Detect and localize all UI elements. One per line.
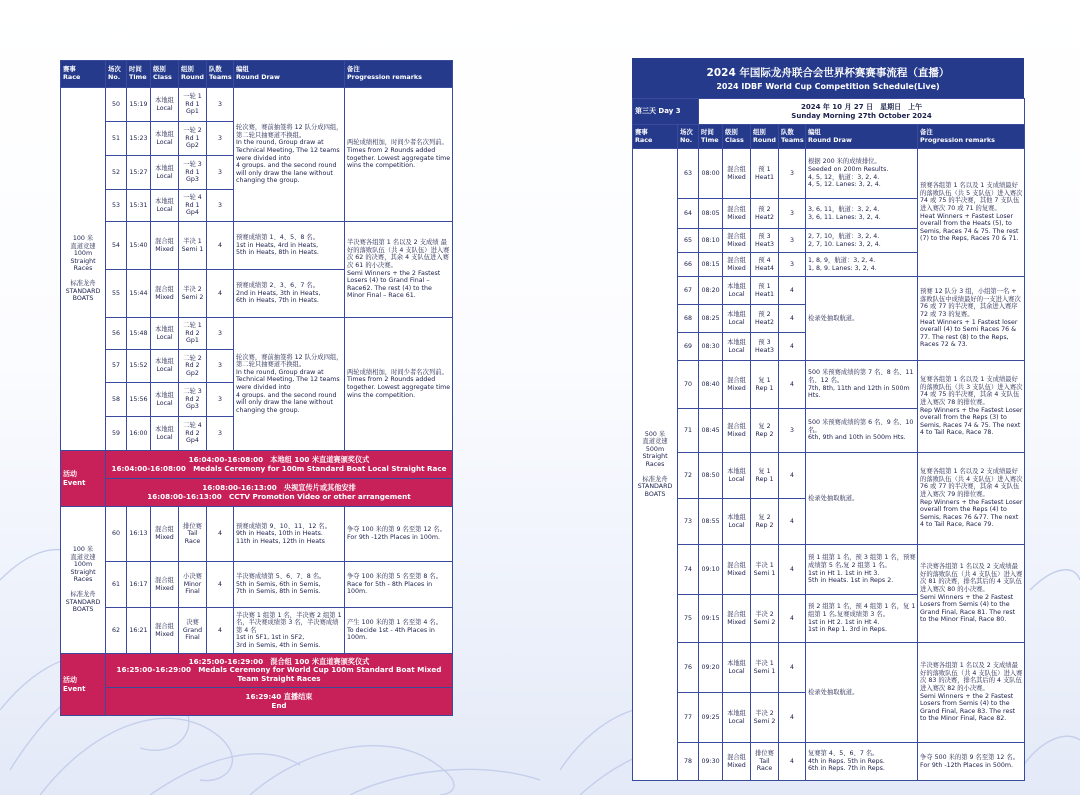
progression-remark: 两轮成绩相加，时间少者名次列前。 Times from 2 Rounds added together. Lowest aggregate time wins the competition. xyxy=(345,318,453,451)
round-draw: 预 2 组第 1 名，预 4 组第 1 名，复 1 组第 1 名,复赛成绩第 3 名。 1st in Ht 2. 1st in Ht 4. 1st in Rep 1. 3rd in Reps. xyxy=(806,595,918,643)
race-no: 54 xyxy=(106,222,127,270)
progression-remark: 复赛各组第 1 名以及 1 支成绩最好的落败队伍（共 3 支队伍）进入赛次 74 或 75 的半决赛，其余 4 支队伍进入赛次 78 的排位赛。 Rep Winners + the Fastest Loser overall from the Reps (3) to Semis, Races 74 & 75. The next 4 to Tail Race, Race 78. xyxy=(918,361,1025,453)
race-no: 62 xyxy=(106,608,127,654)
table-row xyxy=(61,562,453,608)
event-ceremony-local: 16:04:00-16:08:00 本地组 100 米直道赛颁奖仪式 16:04:00-16:08:00 Medals Ceremony for 100m Standard Boat Local Straight Race xyxy=(106,451,453,479)
race-round: 一轮 2 Rd 1 Gp2 xyxy=(179,122,207,156)
progression-remark: 两轮成绩相加，时间少者名次列前。 Times from 2 Rounds added together. Lowest aggregate time wins the competition. xyxy=(345,88,453,222)
race-class: 混合组 Mixed xyxy=(723,229,751,253)
race-class: 本地组 Local xyxy=(723,693,751,743)
race-round: 预 3 Heat3 xyxy=(751,333,779,361)
race-teams: 4 xyxy=(779,743,806,781)
progression-remark: 预赛各组第 1 名以及 1 支成绩最好的落败队伍（共 5 支队伍）进入赛次 74 或 75 的半决赛，其他 7 支队伍进入赛次 70 或 71 的复赛。 Heat Winners + Fastest Loser overall from the Heats (5), to Semis, Races 74 & 75. The rest (7) to the Reps, Races 70 & 71. xyxy=(918,149,1025,277)
race-class: 本地组 Local xyxy=(723,499,751,545)
header-class: 级别 Class xyxy=(723,125,751,149)
race-teams: 3 xyxy=(779,253,806,277)
race-time: 16:00 xyxy=(127,417,151,451)
race-class: 本地组 Local xyxy=(151,190,179,222)
round-draw: 500 米预赛成绩的第 7 名、8 名、11 名、12 名。 7th, 8th, 11th and 12th in 500m Hts. xyxy=(806,361,918,409)
race-no: 57 xyxy=(106,350,127,383)
race-no: 73 xyxy=(678,499,699,545)
table-row xyxy=(61,507,453,562)
header-remarks: 备注 Progression remarks xyxy=(918,125,1025,149)
race-time: 08:50 xyxy=(699,453,723,499)
round-draw: 复赛第 4、5、6、7 名。 4th in Reps. 5th in Reps. 6th in Reps. 7th in Reps. xyxy=(806,743,918,781)
race-round: 半决 2 Semi 2 xyxy=(751,693,779,743)
round-draw: 半决赛成绩第 5、6、7、8 名。 5th in Semis, 6th in Semis, 7th in Semis, 8th in Semis. xyxy=(234,562,345,608)
event-row xyxy=(61,688,453,716)
race-class: 混合组 Mixed xyxy=(151,562,179,608)
round-draw: 检录处抽取航道。 xyxy=(806,643,918,743)
race-class: 混合组 Mixed xyxy=(723,545,751,595)
race-round: 半决 1 Semi 1 xyxy=(751,643,779,693)
race-no: 74 xyxy=(678,545,699,595)
race-teams: 4 xyxy=(779,499,806,545)
table-header xyxy=(633,125,1025,149)
race-round: 半决 2 Semi 2 xyxy=(179,270,207,318)
header-draw: 编组 Round Draw xyxy=(234,61,345,88)
schedule-title xyxy=(632,58,1024,98)
race-no: 56 xyxy=(106,318,127,350)
round-draw: 预赛成绩第 9、10、11、12 名。 9th in Heats, 10th in Heats. 11th in Heats, 12th in Heats xyxy=(234,507,345,562)
race-teams: 3 xyxy=(207,350,234,383)
race-round: 二轮 4 Rd 2 Gp4 xyxy=(179,417,207,451)
race-class: 混合组 Mixed xyxy=(723,253,751,277)
header-round: 组别 Round xyxy=(751,125,779,149)
race-no: 60 xyxy=(106,507,127,562)
round-draw: 检录处抽取航道。 xyxy=(806,453,918,545)
race-label: 100 米 直道竞速 100m Straight Races 标准龙舟 STANDARD BOATS xyxy=(61,507,106,654)
race-teams: 4 xyxy=(207,608,234,654)
table-header xyxy=(61,61,453,88)
round-draw: 预赛成绩第 2、3、6、7 名。 2nd in Heats, 3th in Heats, 6th in Heats, 7th in Heats. xyxy=(234,270,345,318)
race-time: 15:23 xyxy=(127,122,151,156)
race-class: 本地组 Local xyxy=(151,156,179,190)
round-draw: 预 1 组第 1 名，预 3 组第 1 名，预赛成绩第 5 名,复 2 组第 1 名。 1st in Ht 1. 1st in Ht 3. 5th in Heats. 1st in Reps 2. xyxy=(806,545,918,595)
round-draw: 500 米预赛成绩的第 6 名、9 名、10 名。 6th, 9th and 10th in 500m Hts. xyxy=(806,409,918,453)
header-teams: 队数 Teams xyxy=(779,125,806,149)
race-round: 复 2 Rep 2 xyxy=(751,409,779,453)
table-row xyxy=(61,608,453,654)
race-round: 复 2 Rep 2 xyxy=(751,499,779,545)
title-en: 2024 IDBF World Cup Competition Schedule(Live) xyxy=(716,82,940,91)
race-time: 08:40 xyxy=(699,361,723,409)
race-class: 本地组 Local xyxy=(723,453,751,499)
race-teams: 3 xyxy=(779,149,806,199)
race-time: 08:55 xyxy=(699,499,723,545)
race-round: 半决 1 Semi 1 xyxy=(179,222,207,270)
race-class: 混合组 Mixed xyxy=(723,199,751,229)
race-teams: 4 xyxy=(207,222,234,270)
race-class: 混合组 Mixed xyxy=(151,222,179,270)
race-round: 预 1 Heat1 xyxy=(751,277,779,305)
race-round: 一轮 3 Rd 1 Gp3 xyxy=(179,156,207,190)
race-no: 55 xyxy=(106,270,127,318)
race-class: 混合组 Mixed xyxy=(151,270,179,318)
header-race: 赛事 Race xyxy=(633,125,678,149)
race-time: 08:10 xyxy=(699,229,723,253)
round-draw: 1, 8, 9，航道：3, 2, 4. 1, 8, 9. Lanes: 3, 2, 4. xyxy=(806,253,918,277)
race-no: 67 xyxy=(678,277,699,305)
race-class: 本地组 Local xyxy=(723,277,751,305)
table-row xyxy=(61,222,453,270)
round-draw: 2, 7, 10，航道：3, 2, 4. 2, 7, 10. Lanes: 3, 2, 4. xyxy=(806,229,918,253)
header-no: 场次 No. xyxy=(678,125,699,149)
progression-remark: 产生 100 米的第 1 名至第 4 名。 To decide 1st - 4th Places in 100m. xyxy=(345,608,453,654)
race-round: 小决赛 Minor Final xyxy=(179,562,207,608)
table-row xyxy=(633,643,1025,693)
race-no: 78 xyxy=(678,743,699,781)
race-label: 500 米 直道竞速 500m Straight Races 标准龙舟 STANDARD BOATS xyxy=(633,149,678,781)
race-teams: 4 xyxy=(779,453,806,499)
race-no: 77 xyxy=(678,693,699,743)
event-row xyxy=(61,479,453,507)
race-teams: 4 xyxy=(779,277,806,305)
table-row xyxy=(633,277,1025,305)
race-round: 预 1 Heat1 xyxy=(751,149,779,199)
table-row xyxy=(633,453,1025,499)
race-round: 二轮 2 Rd 2 Gp2 xyxy=(179,350,207,383)
event-row xyxy=(61,654,453,688)
header-class: 级别 Class xyxy=(151,61,179,88)
race-teams: 3 xyxy=(207,156,234,190)
event-ceremony-mixed: 16:25:00-16:29:00 混合组 100 米直道赛颁奖仪式 16:25:00-16:29:00 Medals Ceremony for World Cup 100m Standard Boat Mixed Team Straight Races xyxy=(106,654,453,688)
table-row xyxy=(61,88,453,122)
race-time: 15:31 xyxy=(127,190,151,222)
table-row xyxy=(633,361,1025,409)
race-round: 半决 1 Semi 1 xyxy=(751,545,779,595)
race-teams: 3 xyxy=(207,122,234,156)
race-no: 68 xyxy=(678,305,699,333)
race-round: 决赛 Grand Final xyxy=(179,608,207,654)
progression-remark: 争夺 100 米的第 5 名至第 8 名。 Race for 5th - 8th Places in 100m. xyxy=(345,562,453,608)
race-no: 69 xyxy=(678,333,699,361)
progression-remark: 半决赛各组第 1 名以及 2 支成绩最好的落败队伍（共 4 支队伍）进入赛次 83 的决赛，排名其后的 4 支队伍进入赛次 82 的小决赛。 Semi Winners + the 2 Fastest Losers from Semis (4) to the Grand Final, Race 83. The rest to the Minor Final, Race 82. xyxy=(918,643,1025,743)
header-no: 场次 No. xyxy=(106,61,127,88)
race-time: 16:17 xyxy=(127,562,151,608)
race-class: 本地组 Local xyxy=(151,318,179,350)
round-draw: 检录处抽取航道。 xyxy=(806,277,918,361)
race-teams: 3 xyxy=(207,417,234,451)
left-schedule-table xyxy=(60,60,453,716)
progression-remark: 半决赛各组第 1 名以及 2 支成绩最好的落败队伍（共 4 支队伍）进入赛次 81 的决赛，排名其后的 4 支队伍进入赛次 80 的小决赛。 Semi Winners + the 2 Fastest Losers from Semis (4) to the Grand Final, Race 81. The rest to the Minor Final, Race 80. xyxy=(918,545,1025,643)
race-teams: 4 xyxy=(779,595,806,643)
header-time: 时间 Time xyxy=(127,61,151,88)
race-time: 15:27 xyxy=(127,156,151,190)
race-no: 64 xyxy=(678,199,699,229)
event-cctv: 16:08:00-16:13:00 央视宣传片或其他安排 16:08:00-16:13:00 CCTV Promotion Video or other arrangement xyxy=(106,479,453,507)
date-label: 2024 年 10 月 27 日 星期日 上午 Sunday Morning 27th October 2024 xyxy=(699,99,1025,125)
race-teams: 3 xyxy=(207,88,234,122)
race-round: 排位赛 Tail Race xyxy=(751,743,779,781)
race-no: 59 xyxy=(106,417,127,451)
title-zh: 2024 年国际龙舟联合会世界杯赛赛事流程（直播） xyxy=(706,67,950,79)
race-round: 二轮 3 Rd 2 Gp3 xyxy=(179,383,207,417)
race-teams: 3 xyxy=(779,229,806,253)
day-row xyxy=(633,99,1025,125)
race-class: 混合组 Mixed xyxy=(151,507,179,562)
header-teams: 队数 Teams xyxy=(207,61,234,88)
race-class: 本地组 Local xyxy=(723,333,751,361)
race-teams: 3 xyxy=(207,318,234,350)
race-no: 75 xyxy=(678,595,699,643)
round-draw: 半决赛 1 组第 1 名，半决赛 2 组第 1 名，半决赛成绩第 3 名，半决赛成绩第 4 名 1st in SF1, 1st in SF2, 3rd in Semis, 4th in Semis. xyxy=(234,608,345,654)
race-no: 50 xyxy=(106,88,127,122)
header-time: 时间 Time xyxy=(699,125,723,149)
race-teams: 4 xyxy=(779,693,806,743)
race-class: 本地组 Local xyxy=(151,350,179,383)
race-time: 08:20 xyxy=(699,277,723,305)
race-round: 预 2 Heat2 xyxy=(751,305,779,333)
race-teams: 3 xyxy=(207,190,234,222)
progression-remark: 争夺 500 米的第 9 名至第 12 名。 For 9th -12th Places in 500m. xyxy=(918,743,1025,781)
race-round: 复 1 Rep 1 xyxy=(751,453,779,499)
race-time: 15:40 xyxy=(127,222,151,270)
race-time: 15:48 xyxy=(127,318,151,350)
race-round: 一轮 4 Rd 1 Gp4 xyxy=(179,190,207,222)
event-row xyxy=(61,451,453,479)
race-class: 混合组 Mixed xyxy=(723,361,751,409)
race-time: 08:05 xyxy=(699,199,723,229)
header-round: 组别 Round xyxy=(179,61,207,88)
race-teams: 4 xyxy=(779,643,806,693)
race-round: 半决 2 Semi 2 xyxy=(751,595,779,643)
header-race: 赛事 Race xyxy=(61,61,106,88)
race-class: 本地组 Local xyxy=(151,88,179,122)
race-no: 72 xyxy=(678,453,699,499)
race-round: 复 1 Rep 1 xyxy=(751,361,779,409)
race-label: 100 米 直道竞速 100m Straight Races 标准龙舟 STANDARD BOATS xyxy=(61,88,106,451)
race-teams: 4 xyxy=(779,361,806,409)
progression-remark: 半决赛各组第 1 名以及 2 支成绩 最好的落败队伍（共 4 支队伍）进入赛次 62 的决赛，其余 4 支队伍进入赛次 61 的小决赛。 Semi Winners + the 2 Fastest Losers (4) to Grand Final –Race62. The rest (4) to the Minor Final – Race 61. xyxy=(345,222,453,318)
race-time: 15:44 xyxy=(127,270,151,318)
race-class: 混合组 Mixed xyxy=(151,608,179,654)
round-draw: 预赛成绩第 1、4、5、8 名。 1st in Heats, 4rd in Heats, 5th in Heats, 8th in Heats. xyxy=(234,222,345,270)
race-no: 66 xyxy=(678,253,699,277)
race-teams: 4 xyxy=(207,507,234,562)
round-draw: 轮次赛，赛前抽签将 12 队分成四组，第二轮只抽赛道不换组。 In the round, Group draw at Technical Meeting, The 12 teams were divided into 4 groups. and the second round will only draw the lane without changing the group. xyxy=(234,88,345,222)
race-no: 53 xyxy=(106,190,127,222)
race-class: 混合组 Mixed xyxy=(723,743,751,781)
race-class: 混合组 Mixed xyxy=(723,595,751,643)
progression-remark: 复赛各组第 1 名以及 2 支成绩最好的落败队伍（共 4 支队伍）进入赛次 76 或 77 的半决赛，其余 4 支队伍进入赛次 79 的排位赛。 Rep Winners + the Fastest Loser overall from the Reps (4) to Semis, Races 76 &77. The next 4 to Tail Race, Race 79. xyxy=(918,453,1025,545)
day-label: 第三天 Day 3 xyxy=(633,99,699,125)
table-row xyxy=(633,743,1025,781)
race-class: 混合组 Mixed xyxy=(723,149,751,199)
race-time: 09:10 xyxy=(699,545,723,595)
race-no: 52 xyxy=(106,156,127,190)
header-draw: 编组 Round Draw xyxy=(806,125,918,149)
table-row xyxy=(61,318,453,350)
event-label: 活动 Event xyxy=(61,654,106,716)
event-live-end: 16:29:40 直播结束 End xyxy=(106,688,453,716)
race-time: 15:52 xyxy=(127,350,151,383)
event-label: 活动 Event xyxy=(61,451,106,507)
race-time: 09:30 xyxy=(699,743,723,781)
race-time: 08:25 xyxy=(699,305,723,333)
race-class: 本地组 Local xyxy=(151,383,179,417)
race-no: 63 xyxy=(678,149,699,199)
race-time: 09:25 xyxy=(699,693,723,743)
round-draw: 轮次赛，赛前抽签将 12 队分成四组，第二轮只抽赛道不换组。 In the round, Group draw at Technical Meeting, The 12 teams were divided into 4 groups. and the second round will only draw the lane without changing the group. xyxy=(234,318,345,451)
race-time: 09:15 xyxy=(699,595,723,643)
race-teams: 4 xyxy=(779,305,806,333)
race-time: 08:00 xyxy=(699,149,723,199)
race-time: 08:15 xyxy=(699,253,723,277)
race-teams: 4 xyxy=(207,562,234,608)
race-round: 一轮 1 Rd 1 Gp1 xyxy=(179,88,207,122)
race-teams: 4 xyxy=(779,333,806,361)
race-time: 16:21 xyxy=(127,608,151,654)
race-teams: 3 xyxy=(779,409,806,453)
right-schedule-table xyxy=(632,98,1025,781)
race-round: 预 2 Heat2 xyxy=(751,199,779,229)
race-time: 08:30 xyxy=(699,333,723,361)
race-class: 本地组 Local xyxy=(723,643,751,693)
race-round: 预 4 Heat4 xyxy=(751,253,779,277)
table-row xyxy=(633,545,1025,595)
race-time: 08:45 xyxy=(699,409,723,453)
race-no: 51 xyxy=(106,122,127,156)
race-teams: 3 xyxy=(779,199,806,229)
race-class: 本地组 Local xyxy=(151,417,179,451)
race-class: 本地组 Local xyxy=(723,305,751,333)
progression-remark: 争夺 100 米的第 9 名至第 12 名。 For 9th -12th Places in 100m. xyxy=(345,507,453,562)
race-no: 76 xyxy=(678,643,699,693)
race-class: 混合组 Mixed xyxy=(723,409,751,453)
race-time: 15:56 xyxy=(127,383,151,417)
race-no: 61 xyxy=(106,562,127,608)
race-no: 71 xyxy=(678,409,699,453)
round-draw: 3, 6, 11，航道：3, 2, 4. 3, 6, 11. Lanes: 3, 2, 4. xyxy=(806,199,918,229)
table-row xyxy=(633,149,1025,199)
race-no: 70 xyxy=(678,361,699,409)
race-time: 16:13 xyxy=(127,507,151,562)
header-remarks: 备注 Progression remarks xyxy=(345,61,453,88)
round-draw: 根据 200 米的成绩排位。 Seeded on 200m Results. 4, 5, 12，航道：3, 2, 4. 4, 5, 12. Lanes: 3, 2, 4. xyxy=(806,149,918,199)
progression-remark: 预赛 12 队分 3 组，小组第一名 + 落败队伍中成绩最好的一支进入赛次 76 或 77 的半决赛，其余进入赛序 72 或 73 的复赛。 Heat Winners + 1 Fastest loser overall (4) to Semi Races 76 & 77. The rest (8) to the Reps, Races 72 & 73. xyxy=(918,277,1025,361)
race-time: 15:19 xyxy=(127,88,151,122)
race-teams: 4 xyxy=(779,545,806,595)
race-teams: 3 xyxy=(207,383,234,417)
race-teams: 4 xyxy=(207,270,234,318)
race-time: 09:20 xyxy=(699,643,723,693)
race-class: 本地组 Local xyxy=(151,122,179,156)
race-round: 二轮 1 Rd 2 Gp1 xyxy=(179,318,207,350)
race-no: 65 xyxy=(678,229,699,253)
race-round: 预 3 Heat3 xyxy=(751,229,779,253)
race-no: 58 xyxy=(106,383,127,417)
race-round: 排位赛 Tail Race xyxy=(179,507,207,562)
